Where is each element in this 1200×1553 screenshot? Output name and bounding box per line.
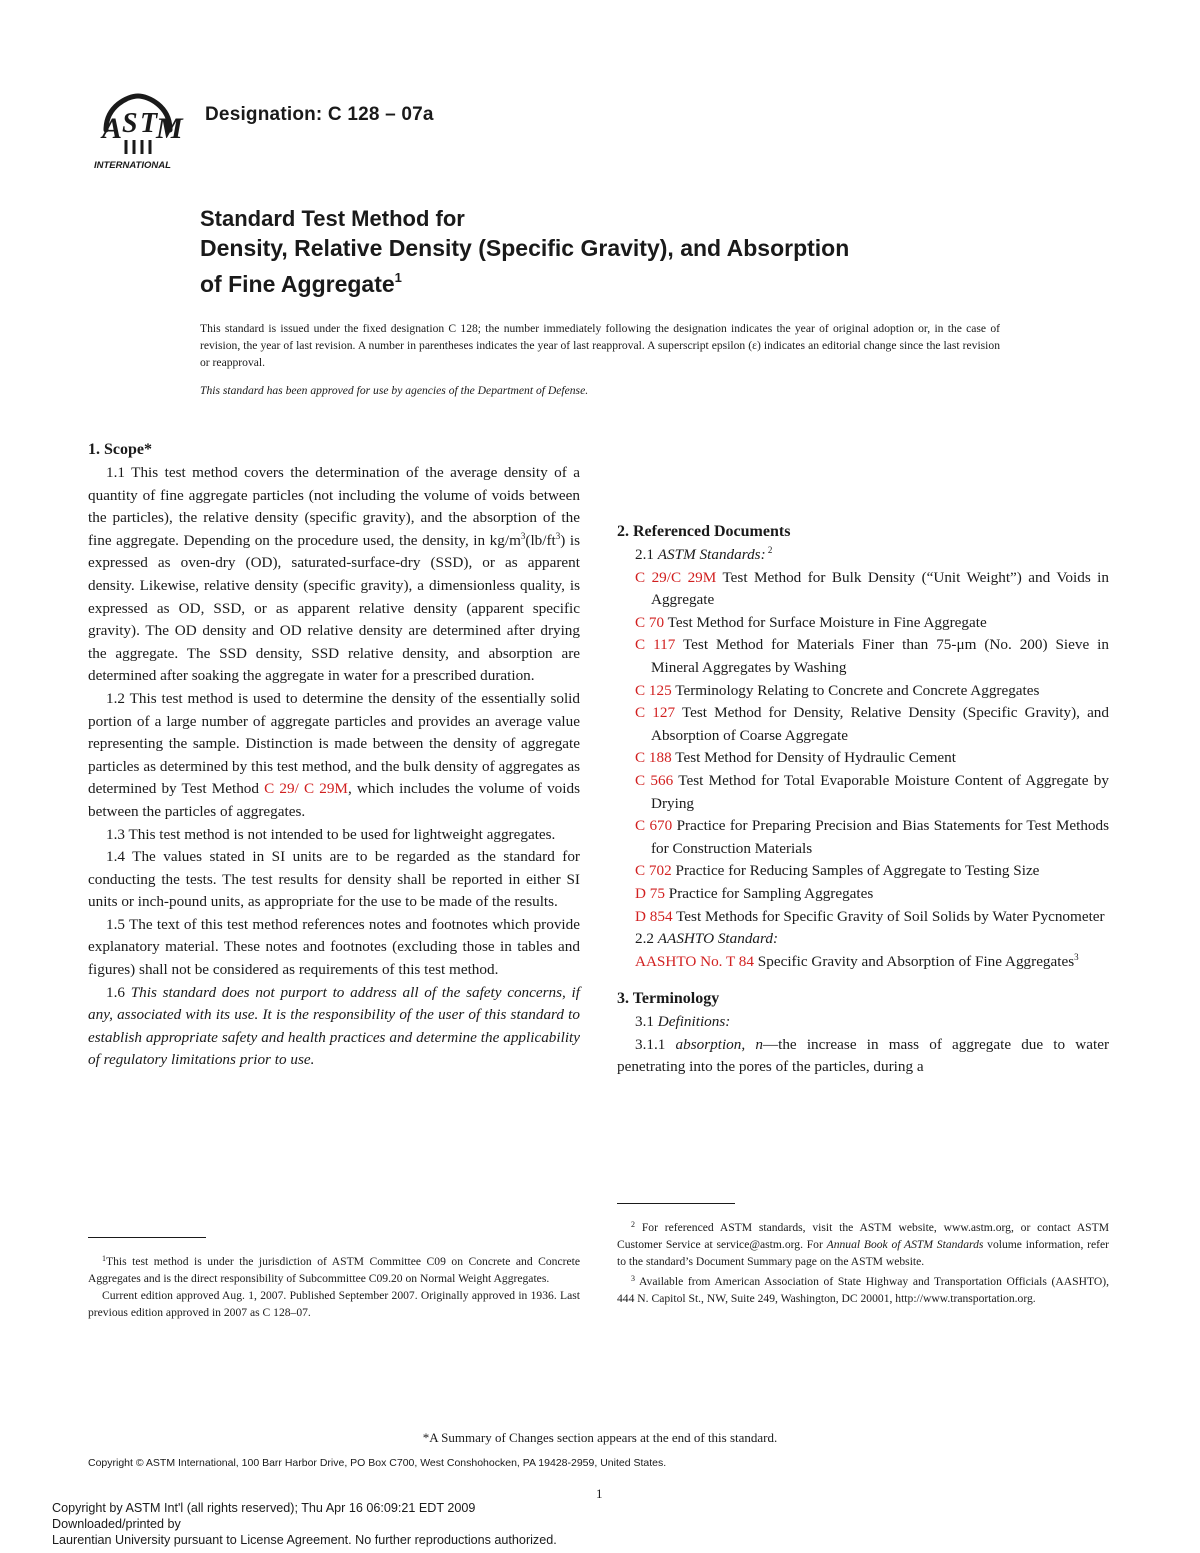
reference-code-link[interactable]: C 127 [635,704,676,722]
aashto-title: Specific Gravity and Absorption of Fine Aggregates [757,952,1075,970]
astm-standards-label [617,544,1109,567]
page-number: 1 [596,1486,603,1501]
def-label: Definitions: [657,1013,731,1031]
paragraph-1-6 [88,982,580,1072]
reference-title: Test Method for Materials Finer than 75-μm (No. 200) Sieve in Mineral Aggregates by Washing [651,636,1109,676]
reference-title: Test Method for Total Evaporable Moisture Content of Aggregate by Drying [651,771,1109,812]
reference-code-link[interactable]: C 566 [635,771,674,789]
reference-code-link[interactable]: C 125 [635,681,672,699]
title-line-3-text: of Fine Aggregate [200,271,395,297]
stamp-line-1: Copyright by ASTM Int'l (all rights reserved); Thu Apr 16 06:09:21 EDT 2009 [52,1501,476,1515]
right-column [617,438,1109,1079]
section-1-heading: 1. Scope* [88,441,152,458]
logo-wordmark: INTERNATIONAL [94,160,171,171]
footnote-1 [88,1250,580,1287]
designation: Designation: C 128 – 07a [205,104,434,125]
reference-title: Practice for Sampling Aggregates [668,884,874,902]
reference-item [617,702,1109,747]
title-footnote-mark: 1 [394,270,402,285]
reference-title: Practice for Reducing Samples of Aggregate to Testing Size [675,862,1040,880]
title-line-1: Standard Test Method for [200,206,465,231]
spacer [617,973,1109,987]
p1-2-text-b: , which includes the volume of voids between the particles of aggregates. [88,780,581,820]
reference-item [617,612,1109,635]
reference-title: Test Method for Bulk Density (“Unit Weight”) and Voids in Aggregate [651,568,1109,609]
footnote-rule-right [617,1203,735,1204]
astm-label-sup: 2 [765,545,773,555]
paragraph-1-1 [88,462,580,688]
p1-1-sup-a: 3 [520,530,526,541]
reference-item [617,680,1109,703]
def-num: 3.1 [635,1013,658,1031]
fn2-text-a: For referenced ASTM standards, visit the ASTM website, www.astm.org, or contact ASTM Customer Service at service@astm.org. For [617,1221,1110,1251]
svg-text:S: S [122,108,138,139]
fn2-text-b: volume information, refer to the standard’s Document Summary page on the ASTM website. [617,1238,1109,1268]
svg-text:T: T [140,108,158,139]
summary-of-changes-note: *A Summary of Changes section appears at the end of this standard. [422,1430,778,1445]
reference-item [617,883,1109,906]
reference-code-link[interactable]: D 854 [635,907,673,925]
fn3-text: Available from American Association of State Highway and Transportation Officials (AASHTO), 444 N. Capitol St., NW, Suite 249, Washington, DC 20001, http://www.transportation.org. [617,1275,1109,1305]
reference-code-link[interactable]: C 188 [635,749,672,767]
reference-title: Practice for Preparing Precision and Bias Statements for Test Methods for Construction Materials [651,817,1110,857]
section-3-heading: 3. Terminology [617,990,720,1008]
issue-note: This standard is issued under the fixed designation C 128; the number immediately following the designation indicates the year of original adoption or, in the case of revision, the year of last revision. A number in parentheses indicates the year of last reapproval. A superscript epsilon (ε) indicates an editorial change since the last revision or reapproval. [200,322,1000,369]
reference-code-link[interactable]: C 70 [635,613,665,631]
fn1-mark: 1 [102,1254,106,1263]
title-line-3 [200,263,1060,299]
abs-term: absorption, n [675,1035,763,1053]
footnotes-left [88,1250,580,1321]
astm-label-num: 2.1 [635,546,658,563]
reference-code-link[interactable]: C 670 [635,817,673,835]
title-line-2: Density, Relative Density (Specific Gravity), and Absorption [200,235,850,261]
abs-num: 3.1.1 [635,1035,676,1053]
p1-2-text-a: 1.2 This test method is used to determine the density of the essentially solid portion of a large number of aggregate particles and provides an average value representing the sample. Distinction is made between the density of aggregate particles as determined by this test method, and the bulk density of aggregates as determined by Test Method [88,689,580,798]
abs-text: —the increase in mass of aggregate due to water penetrating into the pores of the particles, during a [617,1035,1110,1076]
aashto-sup: 3 [1074,951,1079,962]
p1-1-text-c: ) is expressed as oven-dry (OD), saturated-surface-dry (SSD), or as apparent density. Likewise, relative density (specific gravity), a dimensionless quality, is expressed as OD, SSD, or as apparent relative density (apparent specific gravity). The OD density and OD relative density are determined after drying the aggregate. The SSD density, SSD relative density, and absorption are determined after soaking the aggregate in water for a prescribed duration. [88,531,580,685]
definition-absorption [617,1034,1109,1079]
reference-item [617,770,1109,815]
reference-title: Test Methods for Specific Gravity of Soil Solids by Water Pycnometer [676,907,1105,925]
reference-item [617,906,1109,929]
right-column-continuation-space [617,438,1109,520]
link-c29[interactable]: C 29/ C 29M [264,780,348,798]
paragraph-1-4: 1.4 The values stated in SI units are to be regarded as the standard for conducting the tests. The test results for density shall be reported in either SI units or inch-pound units, as appropriate for the use to be made of the results. [88,848,580,911]
reference-code-link[interactable]: D 75 [635,884,665,902]
aashto-standard-label [617,928,1109,951]
paragraph-1-5: 1.5 The text of this test method references notes and footnotes which provide explanatory material. These notes and footnotes (excluding those in tables and figures) shall not be considered as requirements of this test method. [88,915,580,979]
left-column [88,438,580,1072]
astm-label-text: ASTM Standards: [657,546,766,563]
fn2-italic: Annual Book of ASTM Standards [826,1238,984,1251]
dod-approval-note: This standard has been approved for use by agencies of the Department of Defense. [200,384,589,397]
fn3-mark: 3 [631,1274,635,1283]
reference-item [617,815,1109,860]
footnote-3 [617,1270,1109,1307]
reference-title: Test Method for Surface Moisture in Fine Aggregate [667,613,987,631]
copyright-line: Copyright © ASTM International, 100 Barr Harbor Drive, PO Box C700, West Conshohocken, PA 19428-2959, United States. [88,1457,667,1469]
reference-item [617,747,1109,770]
aashto-label-text: AASHTO Standard: [657,930,779,948]
download-stamp [52,1500,557,1548]
aashto-label-num: 2.2 [635,930,658,948]
p1-1-sup-b: 3 [555,530,561,541]
reference-title: Terminology Relating to Concrete and Concrete Aggregates [675,681,1040,699]
stamp-line-2: Downloaded/printed by [52,1517,181,1531]
paragraph-1-3: 1.3 This test method is not intended to be used for lightweight aggregates. [106,825,556,843]
footnote-2 [617,1216,1109,1270]
footnotes-right [617,1216,1109,1307]
reference-item [617,860,1109,883]
fn1-text: This test method is under the jurisdiction of ASTM Committee C09 on Concrete and Concrete Aggregates and is the direct responsibility of Subcommittee C09.20 on Normal Weight Aggregates. [88,1255,580,1285]
aashto-reference [617,951,1109,974]
footnote-1-edition: Current edition approved Aug. 1, 2007. Published September 2007. Originally approved in 1936. Last previous edition approved in 2007 as C 128–07. [88,1289,580,1319]
reference-title: Test Method for Density, Relative Density (Specific Gravity), and Absorption of Coarse Aggregate [651,704,1109,744]
reference-code-link[interactable]: C 29/C 29M [635,568,717,586]
svg-text:A: A [102,112,123,145]
reference-code-link[interactable]: C 117 [635,636,676,654]
footnote-rule-left [88,1237,206,1238]
p1-1-text-b: (lb/ft [525,531,556,549]
section-2-heading: 2. Referenced Documents [617,523,791,540]
definitions-label [617,1011,1109,1034]
p1-6-italic: This standard does not purport to address all of the safety concerns, if any, associated with its use. It is the responsibility of the user of this standard to establish appropriate safety and health practices and determine the applicability of regulatory limitations prior to use. [88,983,580,1069]
document-title [200,205,1060,299]
reference-code-link[interactable]: C 702 [635,862,672,880]
svg-text:M: M [156,112,183,145]
reference-title: Test Method for Density of Hydraulic Cement [675,749,956,767]
p1-6-num: 1.6 [106,983,131,1001]
reference-item [617,567,1109,612]
astm-logo [88,88,188,174]
p1-1-text-a: 1.1 This test method covers the determination of the average density of a quantity of fine aggregate particles (not including the volume of voids between the particles), the relative density (specific gravity), and the absorption of the fine aggregate. Depending on the procedure used, the density, in kg/m [88,464,580,549]
aashto-code-link[interactable]: AASHTO No. T 84 [635,952,754,970]
reference-item [617,634,1109,679]
paragraph-1-2 [88,688,580,824]
stamp-line-3: Laurentian University pursuant to License Agreement. No further reproductions authorized. [52,1533,557,1547]
fn2-mark: 2 [631,1220,635,1229]
referenced-documents-list [617,567,1109,929]
